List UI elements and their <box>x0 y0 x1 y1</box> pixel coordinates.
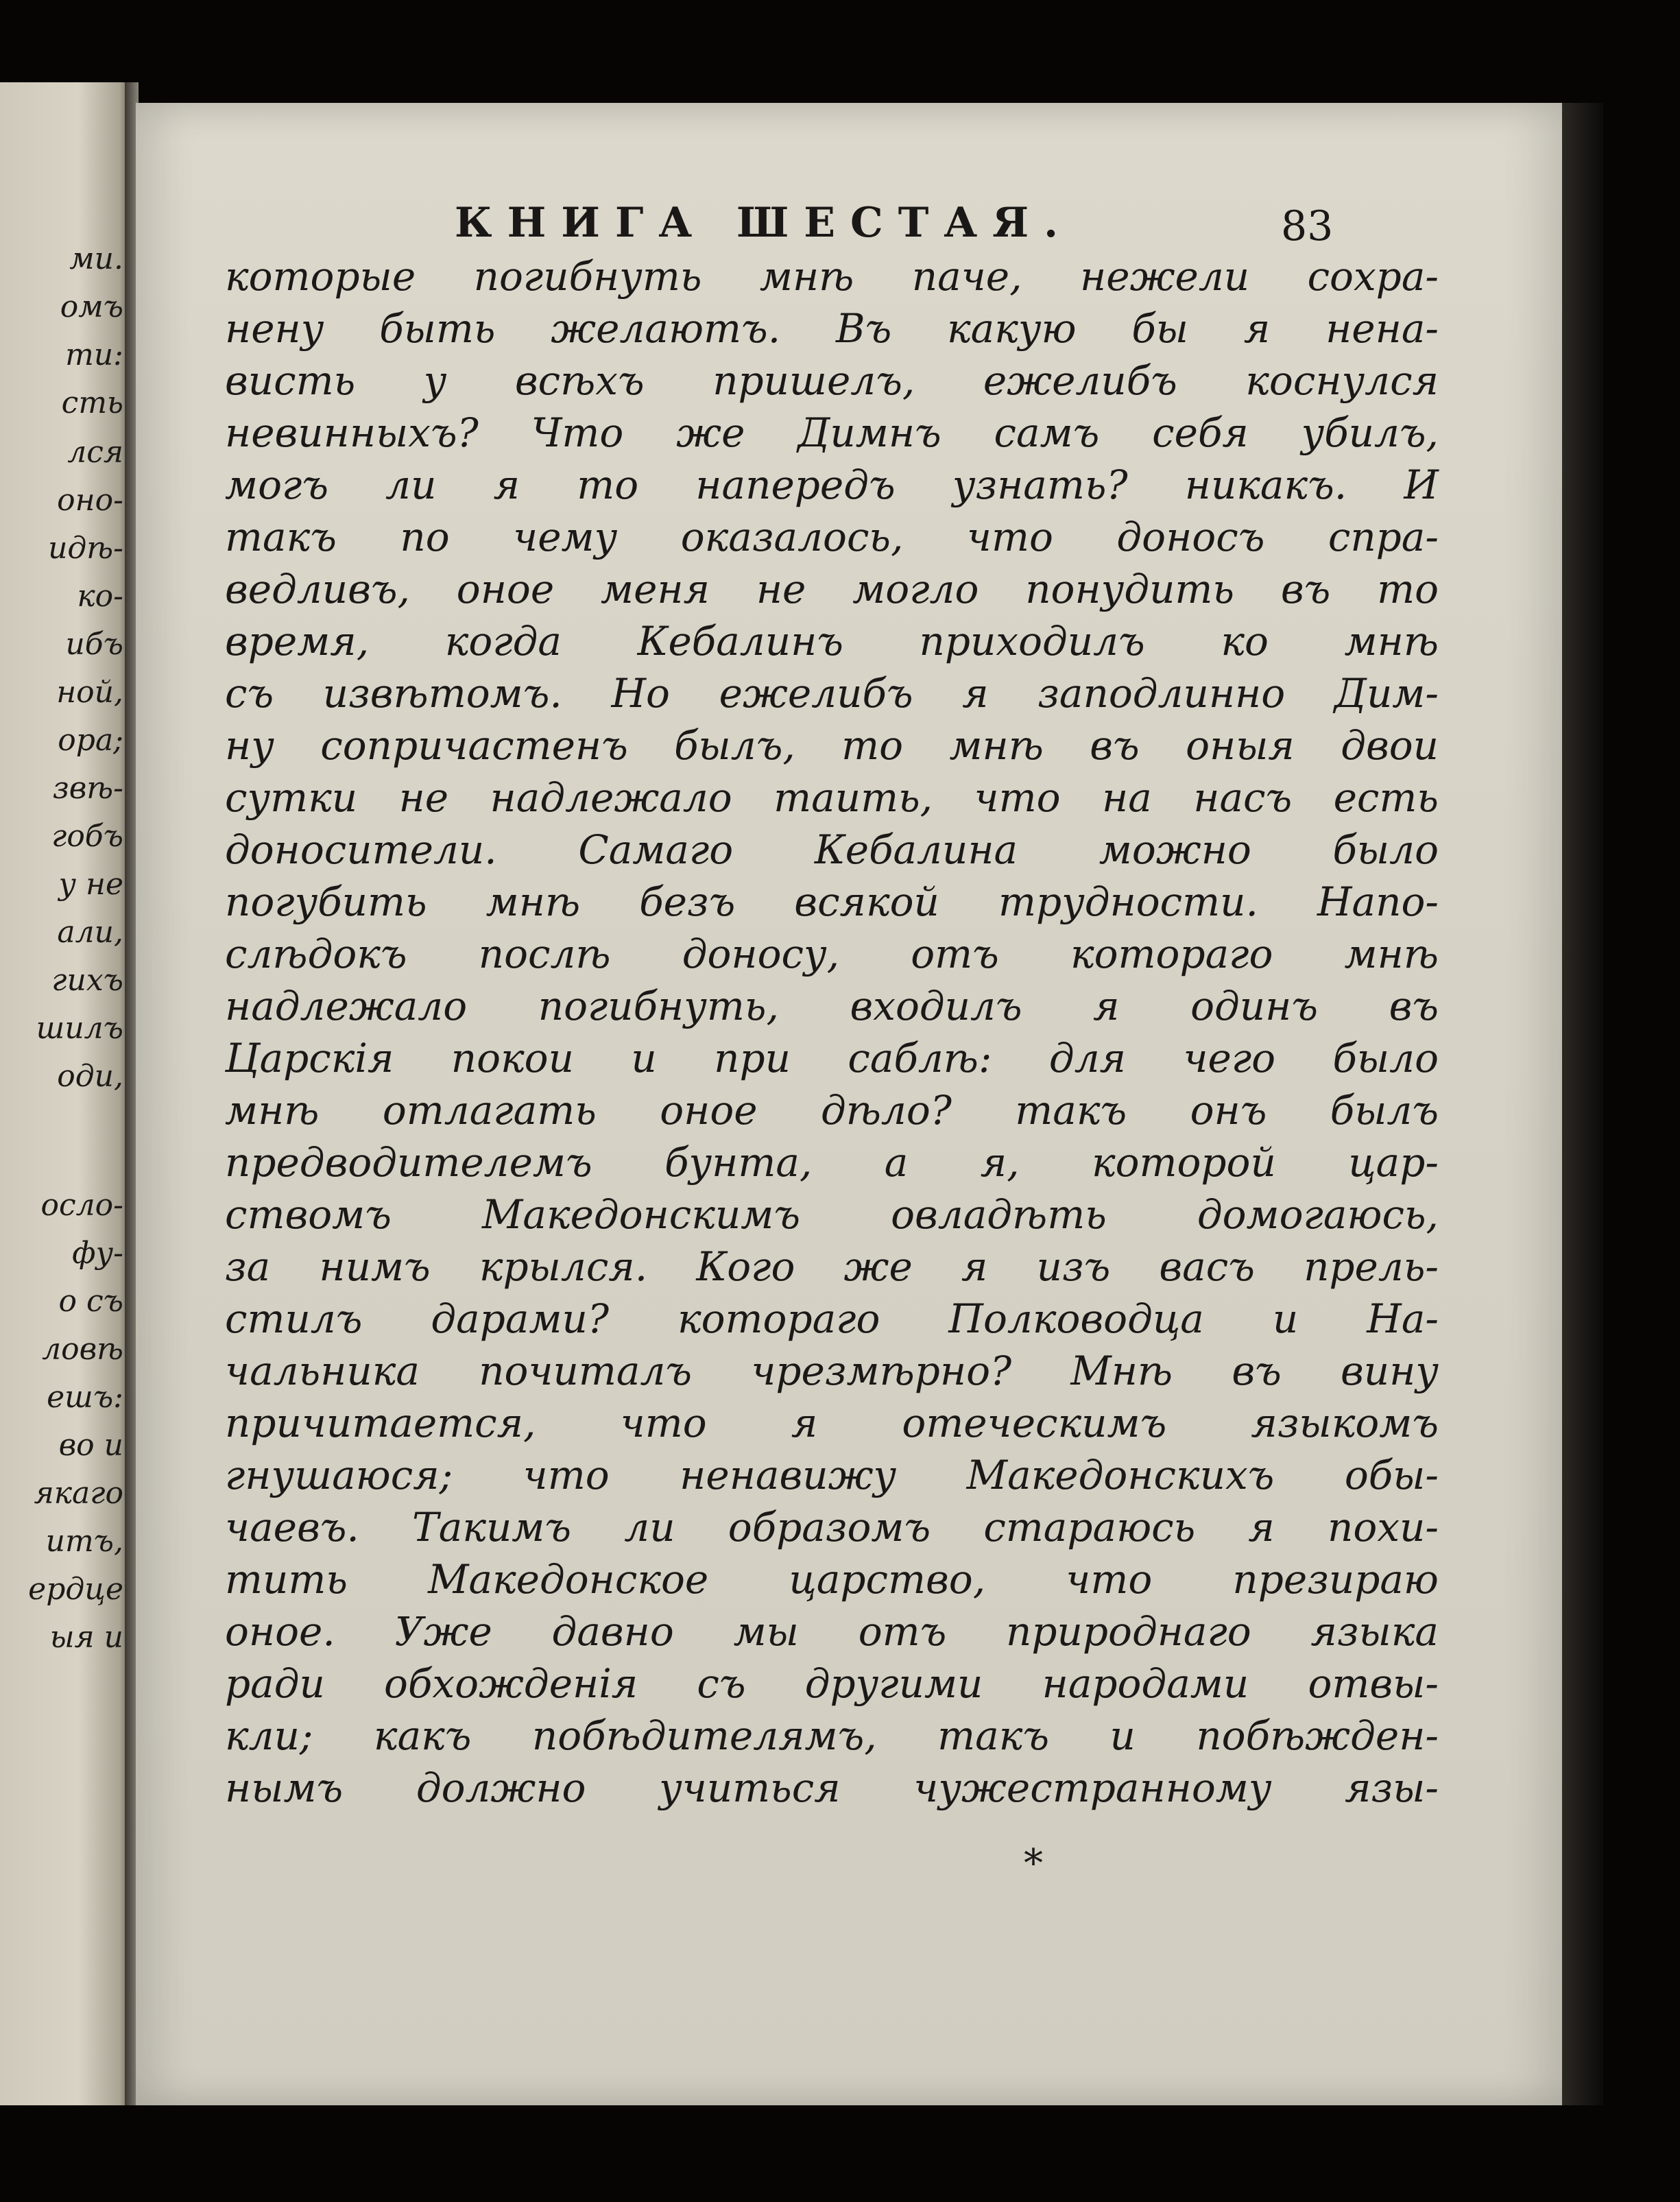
text-line: доносители. Самаго Кебалина можно было <box>225 826 1439 873</box>
text-line: которые погибнуть мнѣ паче, нежели сохра- <box>225 253 1439 300</box>
text-line: ствомъ Македонскимъ овладѣть домогаюсь, <box>225 1191 1439 1238</box>
facing-page-fragment: омъ <box>60 289 123 324</box>
text-line: ну сопричастенъ былъ, то мнѣ въ оныя двои <box>225 722 1439 769</box>
text-line: сутки не надлежало таить, что на насъ есть <box>225 774 1439 821</box>
text-line: мнѣ отлагать оное дѣло? такъ онъ былъ <box>225 1087 1439 1134</box>
book-page <box>136 103 1562 2105</box>
facing-page-fragment: лся <box>67 435 123 470</box>
page-edge-shadow <box>1562 103 1603 2105</box>
text-line: чальника почиталъ чрезмѣрно? Мнѣ въ вину <box>225 1348 1439 1394</box>
text-line: гнушаюся; что ненавижу Македонскихъ обы- <box>225 1452 1439 1498</box>
facing-page-fragment: якаго <box>34 1476 123 1511</box>
facing-page-fragment: ешъ: <box>47 1380 123 1415</box>
text-line: такъ по чему оказалось, что доносъ спра- <box>225 514 1439 560</box>
facing-page-fragment: о съ <box>58 1284 123 1319</box>
text-line: время, когда Кебалинъ приходилъ ко мнѣ <box>225 618 1439 665</box>
facing-page-fragment: али, <box>57 915 123 950</box>
facing-page-fragment: ной, <box>56 675 123 710</box>
facing-page-fragment: ыя и <box>49 1620 123 1655</box>
facing-page-fragment: осло- <box>40 1188 123 1223</box>
facing-page-fragment: ора; <box>58 723 123 758</box>
text-line: причитается, что я отеческимъ языкомъ <box>225 1400 1439 1446</box>
facing-page-fragment: ибъ <box>65 627 123 662</box>
facing-page-fragment: оди, <box>57 1059 123 1094</box>
text-line: погубить мнѣ безъ всякой трудности. Напо- <box>225 878 1439 925</box>
text-line: за нимъ крылся. Кого же я изъ васъ прель- <box>225 1243 1439 1290</box>
text-line: надлежало погибнуть, входилъ я одинъ въ <box>225 983 1439 1029</box>
facing-page-fragment: ердце <box>28 1572 123 1607</box>
facing-page-fragment: ко- <box>77 579 123 614</box>
text-line: тить Македонское царство, что презираю <box>225 1556 1439 1603</box>
text-line: нену быть желаютъ. Въ какую бы я нена- <box>225 305 1439 352</box>
text-line: Царскія покои и при саблѣ: для чего было <box>225 1035 1439 1081</box>
text-line: стилъ дарами? котораго Полководца и На- <box>225 1295 1439 1342</box>
text-line: оное. Уже давно мы отъ природнаго языка <box>225 1608 1439 1655</box>
facing-page-fragment: ти: <box>65 337 123 372</box>
facing-page-fragment: гобъ <box>51 819 123 854</box>
text-line: висть у всѣхъ пришелъ, ежелибъ коснулся <box>225 357 1439 404</box>
facing-page-fragment: во и <box>58 1428 123 1463</box>
facing-page-fragment: итъ, <box>45 1524 123 1559</box>
running-title: КНИГА ШЕСТАЯ. <box>455 199 1074 247</box>
facing-page-fragment: у не <box>58 867 123 902</box>
page-number: 83 <box>1281 202 1334 250</box>
facing-page-fragment: фу- <box>72 1236 123 1271</box>
text-line: ведливъ, оное меня не могло понудить въ то <box>225 566 1439 612</box>
text-line: съ извѣтомъ. Но ежелибъ я заподлинно Дим- <box>225 670 1439 717</box>
text-line: нымъ должно учиться чужестранному язы- <box>225 1764 1439 1811</box>
text-line: предводителемъ бунта, а я, которой цар- <box>225 1139 1439 1186</box>
body-text <box>225 250 1439 1814</box>
facing-page-fragment: звѣ- <box>52 771 123 806</box>
facing-page-fragment: ми. <box>69 241 123 276</box>
facing-page <box>0 82 130 2105</box>
text-line: невинныхъ? Что же Димнъ самъ себя убилъ, <box>225 409 1439 456</box>
facing-page-fragment: сть <box>61 385 123 420</box>
facing-page-fragment: шилъ <box>36 1011 123 1046</box>
text-line: кли; какъ побѣдителямъ, такъ и побѣжден- <box>225 1712 1439 1759</box>
text-line: могъ ли я то напередъ узнать? никакъ. И <box>225 462 1439 508</box>
facing-page-fragment: гихъ <box>51 963 123 998</box>
text-line: ради обхожденія съ другими народами отвы- <box>225 1660 1439 1707</box>
facing-page-fragment: оно- <box>57 483 123 518</box>
facing-page-fragment: ловѣ <box>42 1332 123 1367</box>
text-line: слѣдокъ послѣ доносу, отъ котораго мнѣ <box>225 931 1439 977</box>
signature-mark: * <box>1024 1841 1043 1886</box>
facing-page-fragment: идѣ- <box>48 531 123 566</box>
text-line: чаевъ. Такимъ ли образомъ стараюсь я похи- <box>225 1504 1439 1551</box>
